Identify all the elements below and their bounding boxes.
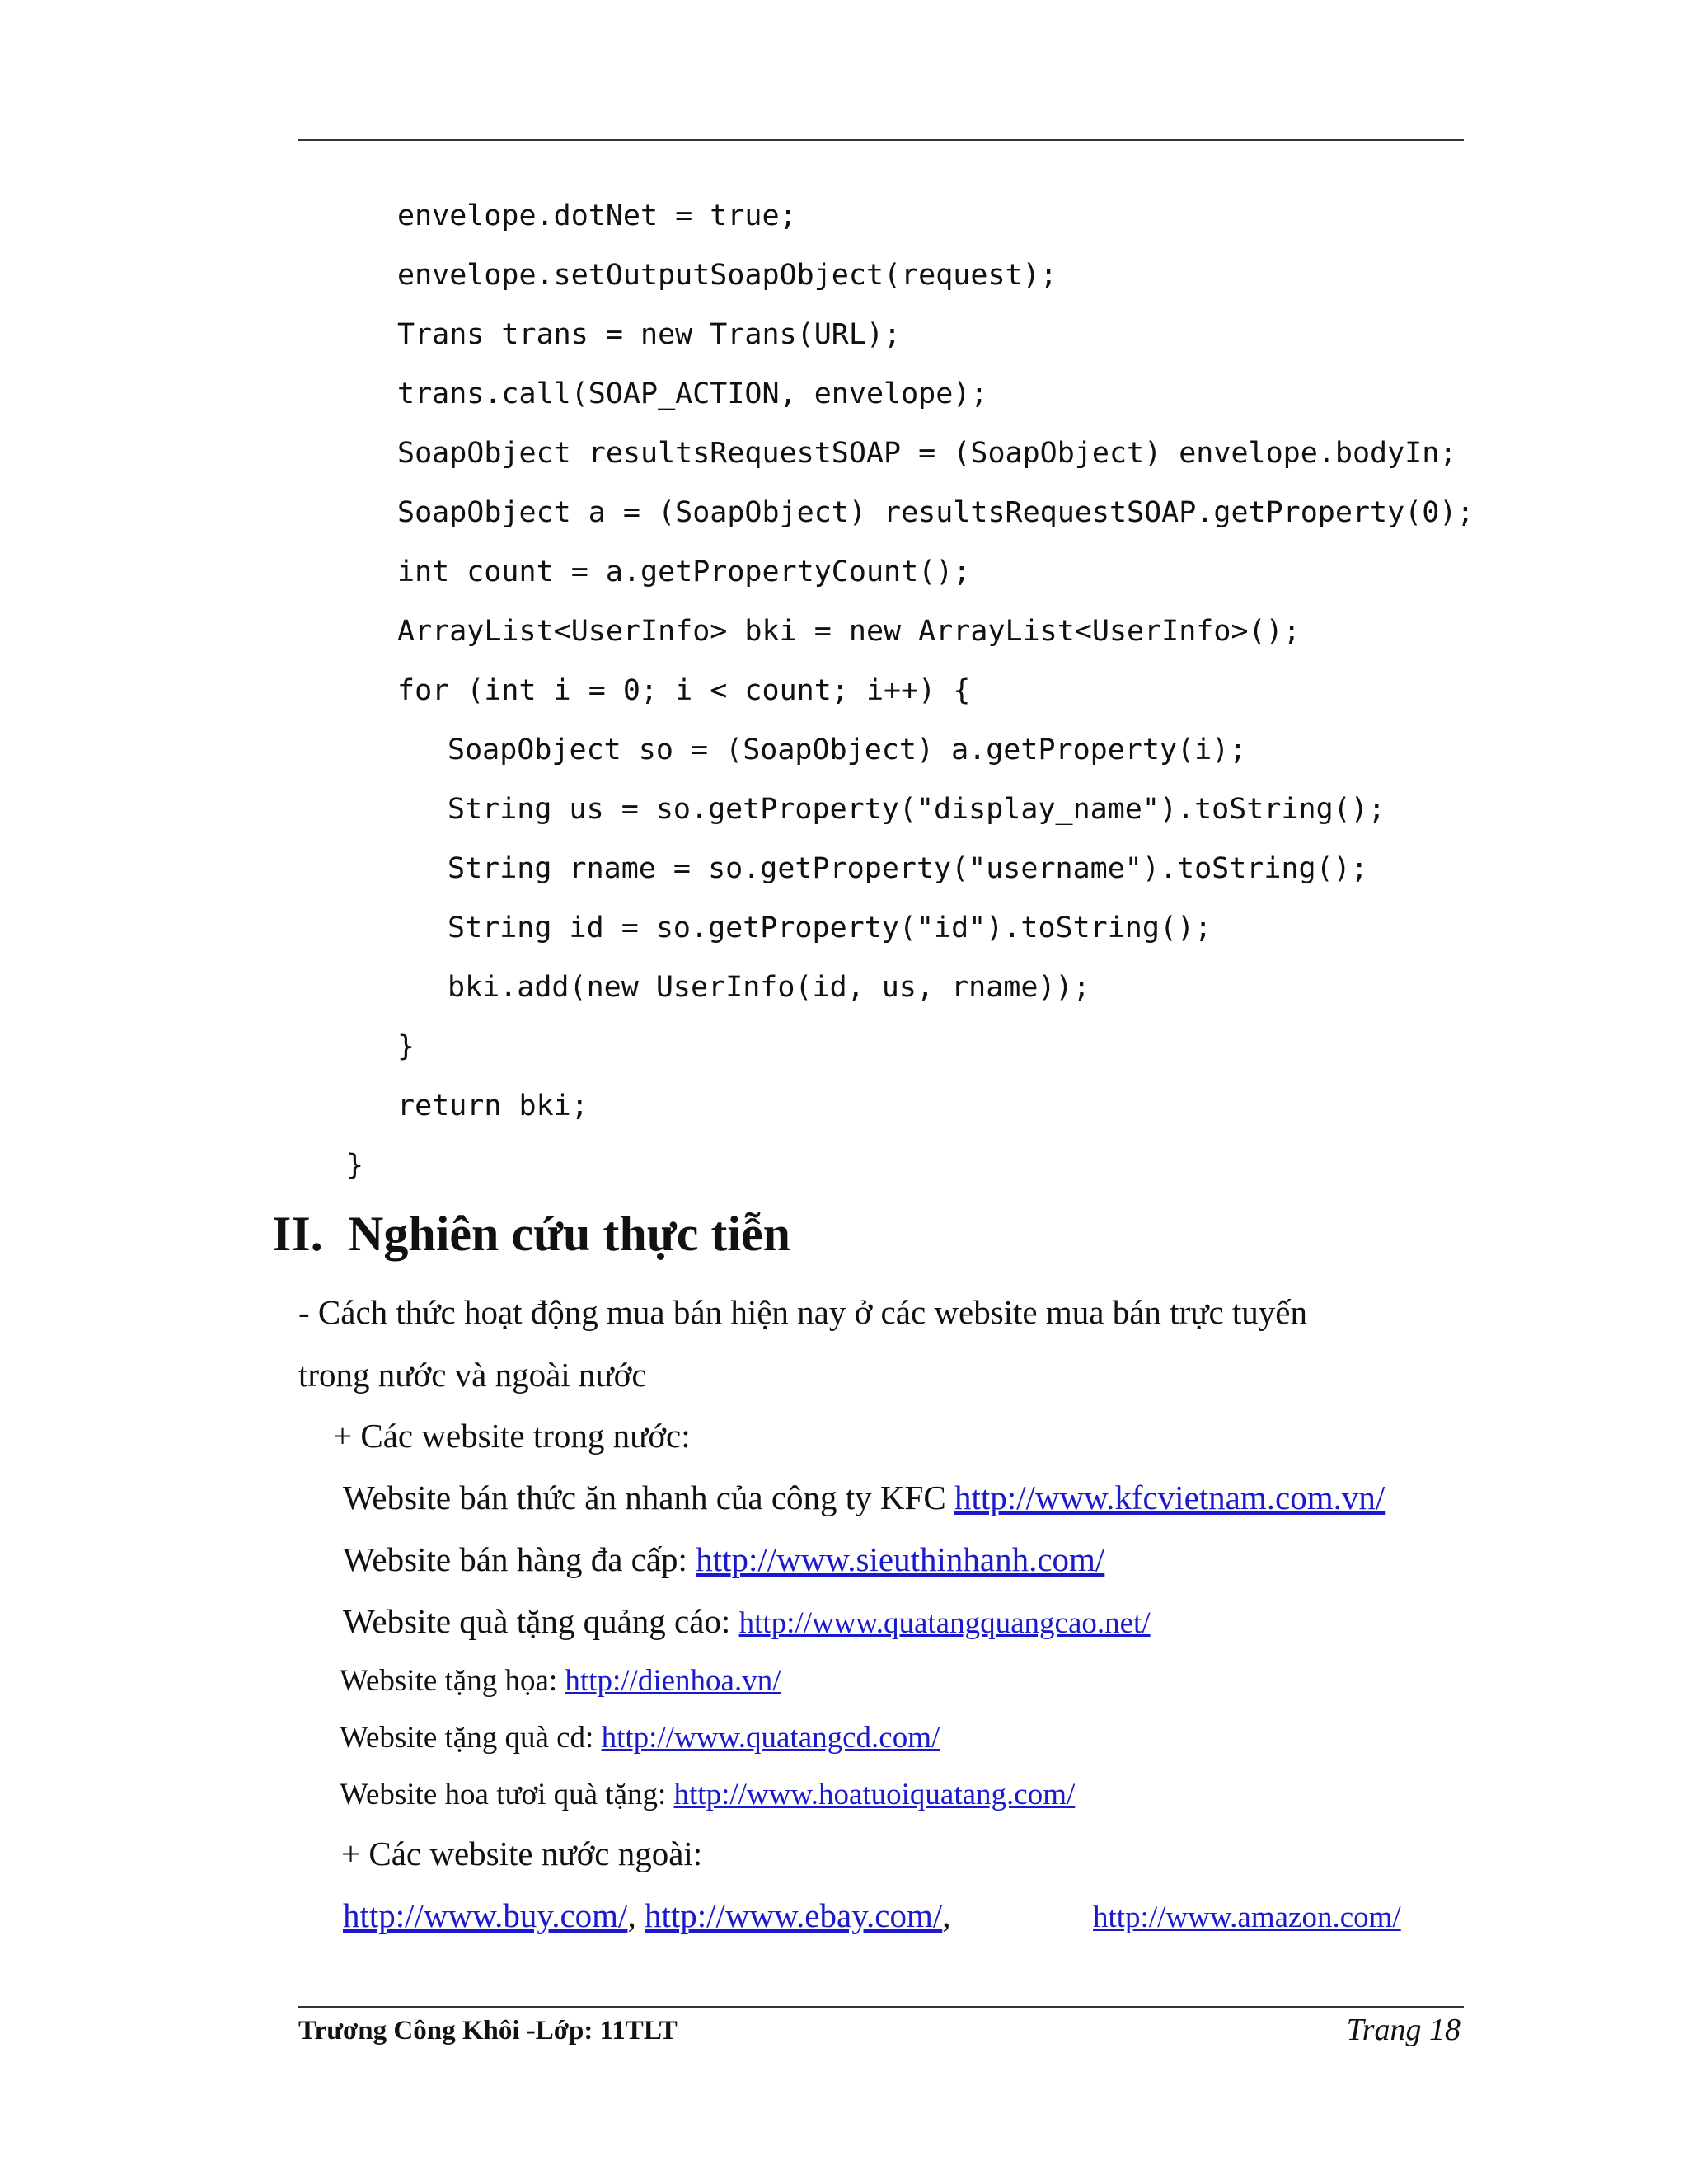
website-link[interactable]: http://www.hoatuoiquatang.com/	[673, 1778, 1076, 1811]
section-heading	[272, 1205, 790, 1263]
website-item	[340, 1660, 781, 1703]
website-link[interactable]: http://dienhoa.vn/	[565, 1664, 781, 1698]
code-line: Trans trans = new Trans(URL);	[397, 318, 902, 351]
website-link[interactable]: http://www.quatangcd.com/	[601, 1721, 940, 1755]
code-line: SoapObject a = (SoapObject) resultsRequestSOAP.getProperty(0);	[397, 496, 1475, 529]
website-link[interactable]: http://www.kfcvietnam.com.vn/	[954, 1479, 1386, 1516]
website-link[interactable]: http://www.ebay.com/	[644, 1896, 943, 1934]
link-separator: ,	[627, 1896, 636, 1934]
code-line: trans.call(SOAP_ACTION, envelope);	[397, 377, 988, 410]
code-line: SoapObject resultsRequestSOAP = (SoapObject) envelope.bodyIn;	[397, 437, 1457, 470]
code-line: String id = so.getProperty("id").toString();	[448, 912, 1212, 944]
website-link[interactable]: http://www.amazon.com/	[1093, 1900, 1401, 1934]
footer-rule	[298, 2006, 1464, 2008]
code-line: envelope.dotNet = true;	[397, 199, 797, 232]
section-number: II.	[272, 1207, 323, 1261]
code-line: envelope.setOutputSoapObject(request);	[397, 259, 1057, 292]
code-line: String rname = so.getProperty("username").toString();	[448, 852, 1368, 885]
header-rule	[298, 139, 1464, 141]
website-desc: Website bán thức ăn nhanh của công ty KFC	[343, 1479, 954, 1516]
website-desc: Website hoa tươi quà tặng:	[340, 1778, 674, 1811]
website-item	[340, 1774, 1075, 1816]
website-link[interactable]: http://www.buy.com/	[343, 1896, 628, 1934]
website-item	[343, 1600, 1151, 1645]
intro-line-1: - Cách thức hoạt động mua bán hiện nay ở các website mua bán trực tuyến	[298, 1293, 1307, 1331]
code-line: ArrayList<UserInfo> bki = new ArrayList<UserInfo>();	[397, 615, 1301, 648]
website-item	[343, 1476, 1385, 1519]
code-line: for (int i = 0; i < count; i++) {	[397, 674, 971, 707]
code-line: }	[346, 1149, 364, 1182]
foreign-label: + Các website nước ngoài:	[341, 1835, 703, 1872]
website-link[interactable]: http://www.quatangquangcao.net/	[738, 1606, 1151, 1640]
website-desc: Website tặng họa:	[340, 1664, 565, 1698]
foreign-links-left	[343, 1894, 951, 1937]
website-item	[343, 1538, 1104, 1581]
code-line: return bki;	[397, 1090, 588, 1122]
website-item	[340, 1717, 940, 1760]
website-desc: Website tặng quà cd:	[340, 1721, 602, 1755]
intro-line-2: trong nước và ngoài nước	[298, 1356, 647, 1394]
footer-author: Trương Công Khôi -Lớp: 11TLT	[298, 2016, 678, 2046]
foreign-links-right	[1093, 1896, 1401, 1939]
code-line: SoapObject so = (SoapObject) a.getProperty(i);	[448, 733, 1247, 766]
website-desc: Website quà tặng quảng cáo:	[343, 1602, 739, 1640]
domestic-label: + Các website trong nước:	[333, 1417, 691, 1455]
website-link[interactable]: http://www.sieuthinhanh.com/	[696, 1540, 1105, 1578]
link-separator: ,	[942, 1896, 951, 1934]
page-number: Trang 18	[1346, 2013, 1461, 2047]
code-line: bki.add(new UserInfo(id, us, rname));	[448, 971, 1090, 1004]
code-line: String us = so.getProperty("display_name").toString();	[448, 793, 1386, 826]
code-line: }	[397, 1030, 415, 1063]
website-desc: Website bán hàng đa cấp:	[343, 1540, 696, 1578]
code-line: int count = a.getPropertyCount();	[397, 555, 971, 588]
section-title: Nghiên cứu thực tiễn	[348, 1207, 791, 1261]
